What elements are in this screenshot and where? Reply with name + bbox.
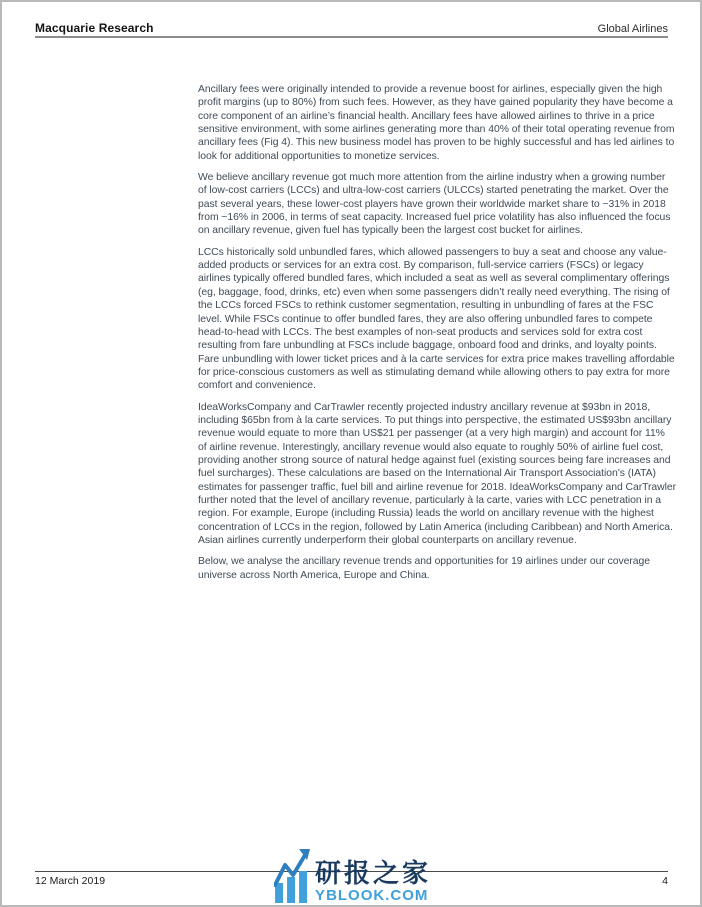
watermark-logo (274, 847, 431, 903)
watermark-en-text: YBLOOK.COM (315, 887, 429, 904)
paragraph-coverage-intro: Below, we analyse the ancillary revenue trends and opportunities for 19 airlines under our coverage universe across North America, Europe and China. (198, 556, 650, 581)
bar-chart-arrow-icon (274, 847, 310, 903)
header-brand: Macquarie Research (35, 21, 154, 35)
footer-date: 12 March 2019 (35, 875, 106, 887)
watermark-cn-text: 研报之家 (315, 858, 432, 888)
header-rule (35, 36, 668, 38)
footer-page-number: 4 (662, 875, 668, 887)
paragraph-ancillary-fees: Ancillary fees were originally intended to provide a revenue boost for airlines, especially given the high profit margins (up to 80%) from such fees. However, as they have gained popularity they have become a core component of an airline’s financial health. Ancillary fees have allowed airlines to thrive in a price sensitive environment, with some airlines generating more than 40% of their total operating revenue from ancillary fees (Fig 4). This new business model has proven to be highly successful and has led airlines to look for additional opportunities to monetize services. (198, 84, 675, 162)
paragraph-industry-projection: IdeaWorksCompany and CarTrawler recently projected industry ancillary revenue at $93bn in 2018, including $65bn from à la carte services. To put things into perspective, the estimated US$93bn ancillary revenue would equate to more than US$21 per passenger (at a very high margin) and account for 11% of airline revenue. Interestingly, ancillary revenue would also equate to roughly 50% of airline fuel cost, providing another strong source of natural hedge against fuel (existing sources being fare increases and fuel surcharges). These calculations are based on the International Air Transport Association’s (IATA) estimates for passenger traffic, fuel bill and airline revenue for 2018. IdeaWorksCompany and CarTrawler further noted that the level of ancillary revenue, particularly à la carte, varies with LCC penetration in a region. For example, Europe (including Russia) leads the world on ancillary revenue with the highest concentration of LCCs in the region, followed by Latin America (including Caribbean) and North America. Asian airlines currently underperform their global counterparts on ancillary revenue. (198, 401, 677, 546)
page-header (35, 21, 668, 35)
watermark-text-block (315, 860, 431, 903)
header-section-title: Global Airlines (597, 23, 668, 35)
paragraph-unbundled-fares: LCCs historically sold unbundled fares, which allowed passengers to buy a seat and choose any value-added products or services for an extra cost. By comparison, full-service carriers (FSCs) or legacy airlines typically offered bundled fares, which included a seat as well as several complimentary offerings (eg, baggage, food, drinks, etc) even when some passengers didn’t really need everything. The rising of the LCCs forced FSCs to rethink customer segmentation, resulting in unbundling of fares at the FSC level. While FSCs continue to offer bundled fares, they are also offering unbundled fares to compete head-to-head with LCCs. The best examples of non-seat products and services sold for extra cost resulting from fare unbundling at FSCs include baggage, onboard food and drinks, and loyalty points. Fare unbundling with lower ticket prices and à la carte services for extra price makes travelling affordable for price-conscious customers as well as stimulating demand while allowing others to pay extra for more comfort and convenience. (198, 246, 675, 392)
report-body (198, 83, 676, 590)
paragraph-lcc-growth: We believe ancillary revenue got much more attention from the airline industry when a growing number of low-cost carriers (LCCs) and ultra-low-cost carriers (ULCCs) started penetrating the market. Over the past several years, these lower-cost players have grown their worldwide market share to ~31% in 2018 from ~16% in 2006, in terms of seat capacity. Increased fuel price volatility has also influenced the focus on ancillary revenue, given fuel has typically been the largest cost bucket for airlines. (198, 172, 671, 237)
